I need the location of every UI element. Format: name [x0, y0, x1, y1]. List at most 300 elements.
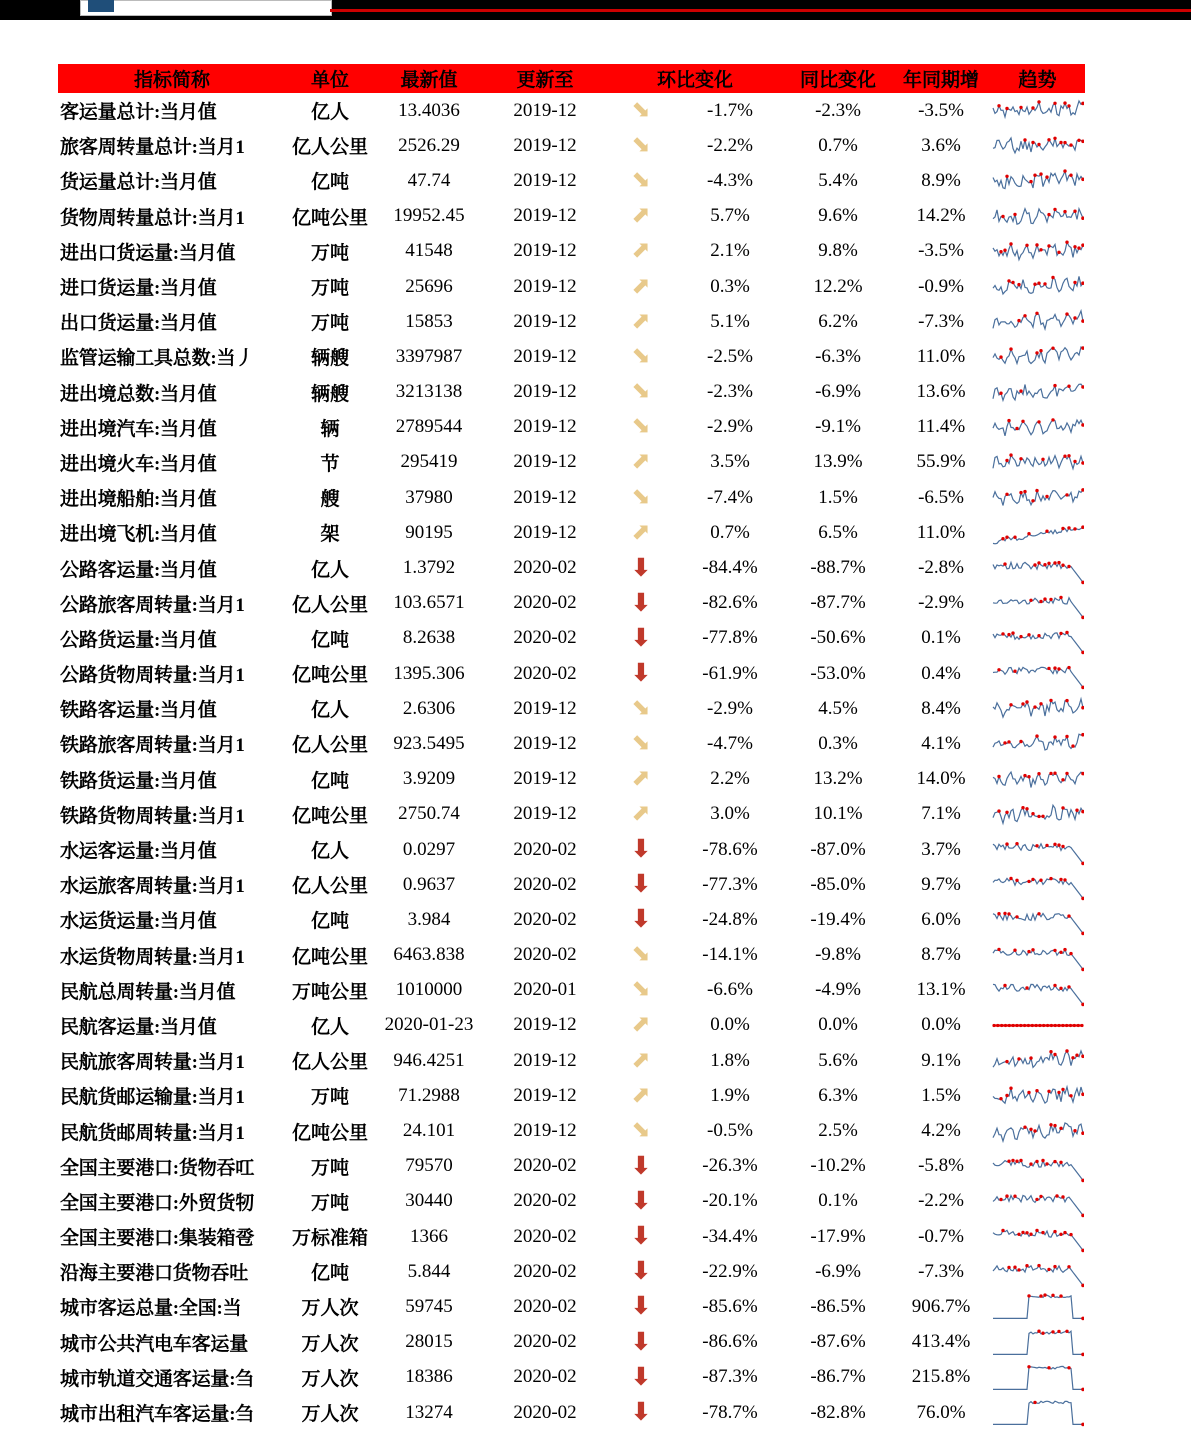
- cell-yoy-change: -85.0%: [810, 873, 866, 895]
- cell-yoy-change: -6.9%: [815, 1260, 861, 1282]
- cell-updated-to: 2020-01: [513, 979, 577, 1001]
- cell-yoy-change: -17.9%: [810, 1225, 866, 1247]
- trend-arrow-icon: ⬊: [631, 96, 651, 123]
- cell-unit: 亿吨: [310, 629, 349, 651]
- cell-latest-value: 295419: [400, 451, 458, 473]
- cell-year-increase: -5.8%: [918, 1155, 964, 1177]
- cell-latest-value: 59745: [405, 1295, 453, 1317]
- sparkline-chart: [990, 1289, 1085, 1324]
- cell-indicator-name: 水运货物周转量:当月1: [60, 946, 245, 968]
- cell-indicator-name: 城市公共汽电车客运量: [60, 1333, 249, 1355]
- cell-year-increase: 11.0%: [916, 521, 966, 543]
- trend-arrow-icon: ⬊: [631, 342, 651, 369]
- cell-year-increase: 0.4%: [921, 662, 961, 684]
- cell-indicator-name: 城市轨道交通客运量:刍: [60, 1368, 255, 1390]
- cell-mom-change: -7.4%: [707, 486, 753, 508]
- cell-updated-to: 2020-02: [513, 1260, 577, 1282]
- cell-updated-to: 2019-12: [513, 381, 577, 403]
- cell-latest-value: 28015: [405, 1331, 453, 1353]
- sparkline-chart: [990, 1008, 1085, 1043]
- cell-indicator-name: 货物周转量总计:当月1: [60, 207, 245, 229]
- cell-unit: 万吨公里: [291, 981, 368, 1003]
- cell-latest-value: 79570: [405, 1155, 453, 1177]
- cell-updated-to: 2019-12: [513, 1120, 577, 1142]
- table-row: [58, 691, 1085, 726]
- sparkline-chart: [990, 445, 1085, 480]
- cell-updated-to: 2020-02: [513, 627, 577, 649]
- cell-year-increase: 9.7%: [921, 873, 961, 895]
- cell-indicator-name: 民航旅客周转量:当月1: [60, 1052, 245, 1074]
- cell-updated-to: 2019-12: [513, 1084, 577, 1106]
- sparkline-chart: [990, 375, 1085, 410]
- cell-updated-to: 2020-02: [513, 873, 577, 895]
- cell-year-increase: 4.2%: [921, 1120, 961, 1142]
- table-row: [58, 1254, 1085, 1289]
- sparkline-chart: [990, 1113, 1085, 1148]
- trend-arrow-icon: ⬇: [630, 1256, 652, 1286]
- cell-unit: 万吨: [310, 242, 349, 264]
- cell-indicator-name: 水运货运量:当月值: [60, 911, 217, 933]
- cell-indicator-name: 水运旅客周转量:当月1: [60, 876, 245, 898]
- cell-unit: 架: [320, 524, 340, 546]
- cell-unit: 万吨: [310, 1087, 349, 1109]
- sparkline-chart: [990, 163, 1085, 198]
- cell-indicator-name: 出口货运量:当月值: [60, 313, 217, 335]
- cell-mom-change: -77.3%: [702, 873, 758, 895]
- table-row: [58, 1289, 1085, 1324]
- trend-arrow-icon: ⬇: [630, 587, 652, 617]
- trend-arrow-icon: ⬇: [630, 1291, 652, 1321]
- cell-updated-to: 2020-02: [513, 944, 577, 966]
- table-row: [58, 1395, 1085, 1430]
- cell-unit: 万吨: [310, 1192, 349, 1214]
- cell-yoy-change: -4.9%: [815, 979, 861, 1001]
- cell-latest-value: 90195: [405, 521, 453, 543]
- cell-updated-to: 2020-02: [513, 838, 577, 860]
- sparkline-chart: [990, 621, 1085, 656]
- cell-yoy-change: -88.7%: [810, 557, 866, 579]
- cell-updated-to: 2019-12: [513, 697, 577, 719]
- cell-year-increase: 0.1%: [921, 627, 961, 649]
- trend-arrow-icon: ⬈: [631, 202, 651, 229]
- cell-year-increase: 14.0%: [916, 768, 966, 790]
- sparkline-chart: [990, 1149, 1085, 1184]
- sparkline-chart: [990, 269, 1085, 304]
- cell-latest-value: 3.984: [407, 908, 451, 930]
- cell-indicator-name: 铁路货运量:当月值: [60, 770, 217, 792]
- indicator-table-container: [58, 64, 1085, 1430]
- cell-mom-change: -78.7%: [702, 1401, 758, 1423]
- sparkline-chart: [990, 832, 1085, 867]
- sparkline-chart: [990, 656, 1085, 691]
- cell-yoy-change: -50.6%: [810, 627, 866, 649]
- trend-arrow-icon: ⬇: [630, 904, 652, 934]
- cell-unit: 节: [320, 453, 340, 475]
- cell-yoy-change: 9.6%: [818, 205, 858, 227]
- cell-updated-to: 2020-02: [513, 1190, 577, 1212]
- cell-yoy-change: -9.8%: [815, 944, 861, 966]
- table-row: [58, 1325, 1085, 1360]
- trend-arrow-icon: ⬈: [631, 518, 651, 545]
- sparkline-chart: [990, 762, 1085, 797]
- cell-indicator-name: 全国主要港口:货物吞叿: [60, 1157, 255, 1179]
- sparkline-chart: [990, 1254, 1085, 1289]
- cell-unit: 亿吨: [310, 911, 349, 933]
- cell-indicator-name: 民航总周转量:当月值: [60, 981, 236, 1003]
- cell-updated-to: 2019-12: [513, 169, 577, 191]
- cell-latest-value: 37980: [405, 486, 453, 508]
- cell-indicator-name: 城市出租汽车客运量:刍: [60, 1404, 255, 1426]
- cell-mom-change: -0.5%: [707, 1120, 753, 1142]
- cell-updated-to: 2019-12: [513, 1049, 577, 1071]
- table-row: [58, 375, 1085, 410]
- sparkline-chart: [990, 691, 1085, 726]
- cell-updated-to: 2019-12: [513, 240, 577, 262]
- cell-mom-change: -4.7%: [707, 732, 753, 754]
- cell-mom-change: -2.5%: [707, 345, 753, 367]
- header-updated-to: 更新至: [484, 64, 606, 93]
- cell-unit: 亿人公里: [291, 137, 368, 159]
- cell-mom-change: -2.2%: [707, 134, 753, 156]
- cell-mom-change: -22.9%: [702, 1260, 758, 1282]
- cell-updated-to: 2020-02: [513, 1225, 577, 1247]
- cell-indicator-name: 进出境汽车:当月值: [60, 418, 217, 440]
- trend-arrow-icon: ⬇: [630, 1221, 652, 1251]
- cell-mom-change: -2.9%: [707, 697, 753, 719]
- table-row: [58, 1113, 1085, 1148]
- cell-updated-to: 2020-02: [513, 1155, 577, 1177]
- right-margin: [1133, 20, 1191, 1348]
- trend-arrow-icon: ⬈: [631, 1046, 651, 1073]
- table-row: [58, 339, 1085, 374]
- sparkline-chart: [990, 867, 1085, 902]
- cell-unit: 亿吨公里: [291, 805, 368, 827]
- cell-updated-to: 2019-12: [513, 732, 577, 754]
- trend-arrow-icon: ⬇: [630, 622, 652, 652]
- cell-mom-change: -14.1%: [702, 944, 758, 966]
- cell-unit: 亿吨公里: [291, 665, 368, 687]
- cell-latest-value: 0.0297: [402, 838, 456, 860]
- cell-yoy-change: 6.5%: [818, 521, 858, 543]
- left-margin: [0, 20, 58, 1348]
- cell-indicator-name: 铁路客运量:当月值: [60, 700, 217, 722]
- cell-yoy-change: -6.3%: [815, 345, 861, 367]
- cell-year-increase: -7.3%: [918, 1260, 964, 1282]
- cell-updated-to: 2019-12: [513, 803, 577, 825]
- logo-box: [80, 0, 332, 16]
- banner-red-stripe: [330, 9, 1191, 12]
- cell-latest-value: 103.6571: [393, 592, 465, 614]
- cell-updated-to: 2020-02: [513, 557, 577, 579]
- trend-arrow-icon: ⬇: [630, 552, 652, 582]
- cell-year-increase: 4.1%: [921, 732, 961, 754]
- cell-updated-to: 2019-12: [513, 1014, 577, 1036]
- cell-latest-value: 923.5495: [393, 732, 465, 754]
- table-row: [58, 1078, 1085, 1113]
- sparkline-chart: [990, 1360, 1085, 1395]
- cell-indicator-name: 进出境火车:当月值: [60, 453, 217, 475]
- cell-indicator-name: 民航客运量:当月值: [60, 1016, 217, 1038]
- table-row: [58, 902, 1085, 937]
- cell-updated-to: 2020-02: [513, 1295, 577, 1317]
- cell-year-increase: -0.7%: [918, 1225, 964, 1247]
- cell-unit: 亿人公里: [291, 1052, 368, 1074]
- header-row: [58, 64, 1085, 93]
- cell-updated-to: 2019-12: [513, 310, 577, 332]
- trend-arrow-icon: ⬇: [630, 1150, 652, 1180]
- cell-indicator-name: 公路客运量:当月值: [60, 559, 217, 581]
- cell-indicator-name: 旅客周转量总计:当月1: [60, 137, 245, 159]
- sparkline-chart: [990, 586, 1085, 621]
- cell-updated-to: 2020-02: [513, 1366, 577, 1388]
- trend-arrow-icon: ⬈: [631, 800, 651, 827]
- cell-unit: 亿吨: [310, 172, 349, 194]
- sparkline-chart: [990, 234, 1085, 269]
- cell-unit: 万吨: [310, 278, 349, 300]
- cell-indicator-name: 客运量总计:当月值: [60, 102, 217, 124]
- header-indicator-name: 指标简称: [58, 64, 286, 93]
- cell-year-increase: -3.5%: [918, 240, 964, 262]
- cell-unit: 亿吨公里: [291, 207, 368, 229]
- cell-year-increase: -6.5%: [918, 486, 964, 508]
- cell-yoy-change: 13.9%: [813, 451, 863, 473]
- trend-arrow-icon: ⬇: [630, 1397, 652, 1427]
- sparkline-chart: [990, 480, 1085, 515]
- table-row: [58, 445, 1085, 480]
- cell-indicator-name: 水运客运量:当月值: [60, 841, 217, 863]
- cell-year-increase: 13.6%: [916, 381, 966, 403]
- trend-arrow-icon: ⬈: [631, 307, 651, 334]
- cell-latest-value: 25696: [405, 275, 453, 297]
- cell-mom-change: -86.6%: [702, 1331, 758, 1353]
- table-row: [58, 1043, 1085, 1078]
- cell-updated-to: 2019-12: [513, 486, 577, 508]
- cell-indicator-name: 民航货邮周转量:当月1: [60, 1122, 245, 1144]
- cell-indicator-name: 公路货运量:当月值: [60, 629, 217, 651]
- cell-year-increase: 3.6%: [921, 134, 961, 156]
- table-row: [58, 726, 1085, 761]
- cell-unit: 亿人: [310, 1016, 349, 1038]
- cell-yoy-change: 5.6%: [818, 1049, 858, 1071]
- cell-unit: 亿吨公里: [291, 946, 368, 968]
- cell-yoy-change: -6.9%: [815, 381, 861, 403]
- cell-year-increase: 76.0%: [916, 1401, 966, 1423]
- table-row: [58, 621, 1085, 656]
- cell-yoy-change: 1.5%: [818, 486, 858, 508]
- cell-latest-value: 18386: [405, 1366, 453, 1388]
- table-row: [58, 1360, 1085, 1395]
- trend-arrow-icon: ⬊: [631, 413, 651, 440]
- cell-unit: 万人次: [301, 1298, 359, 1320]
- header-year-same-period: 年同期增: [892, 64, 990, 93]
- table-row: [58, 1149, 1085, 1184]
- cell-yoy-change: 6.3%: [818, 1084, 858, 1106]
- table-row: [58, 973, 1085, 1008]
- cell-latest-value: 2020-01-23: [384, 1014, 474, 1036]
- cell-mom-change: -85.6%: [702, 1295, 758, 1317]
- cell-indicator-name: 民航货邮运输量:当月1: [60, 1087, 245, 1109]
- table-row: [58, 867, 1085, 902]
- cell-latest-value: 24.101: [402, 1120, 456, 1142]
- sparkline-chart: [990, 550, 1085, 585]
- cell-updated-to: 2019-12: [513, 275, 577, 297]
- cell-indicator-name: 全国主要港口:集装箱卺: [60, 1228, 255, 1250]
- cell-yoy-change: -82.8%: [810, 1401, 866, 1423]
- sparkline-chart: [990, 128, 1085, 163]
- cell-year-increase: 8.4%: [921, 697, 961, 719]
- cell-yoy-change: -19.4%: [810, 908, 866, 930]
- sparkline-chart: [990, 1325, 1085, 1360]
- trend-arrow-icon: ⬊: [631, 131, 651, 158]
- table-row: [58, 550, 1085, 585]
- table-row: [58, 832, 1085, 867]
- trend-arrow-icon: ⬊: [631, 1117, 651, 1144]
- cell-latest-value: 71.2988: [398, 1084, 460, 1106]
- trend-arrow-icon: ⬇: [630, 1326, 652, 1356]
- cell-yoy-change: 0.1%: [818, 1190, 858, 1212]
- cell-mom-change: -20.1%: [702, 1190, 758, 1212]
- sparkline-chart: [990, 339, 1085, 374]
- cell-unit: 亿吨: [310, 770, 349, 792]
- cell-year-increase: 3.7%: [921, 838, 961, 860]
- trend-arrow-icon: ⬇: [630, 658, 652, 688]
- table-row: [58, 762, 1085, 797]
- cell-updated-to: 2019-12: [513, 521, 577, 543]
- cell-updated-to: 2019-12: [513, 134, 577, 156]
- cell-yoy-change: 10.1%: [813, 803, 863, 825]
- sparkline-chart: [990, 304, 1085, 339]
- cell-mom-change: 1.9%: [710, 1084, 750, 1106]
- cell-unit: 亿人公里: [291, 594, 368, 616]
- cell-mom-change: 2.1%: [710, 240, 750, 262]
- cell-mom-change: 3.5%: [710, 451, 750, 473]
- cell-unit: 亿人: [310, 559, 349, 581]
- trend-arrow-icon: ⬊: [631, 694, 651, 721]
- trend-arrow-icon: ⬊: [631, 976, 651, 1003]
- cell-updated-to: 2020-02: [513, 592, 577, 614]
- trend-arrow-icon: ⬈: [631, 448, 651, 475]
- table-row: [58, 797, 1085, 832]
- cell-yoy-change: 5.4%: [818, 169, 858, 191]
- cell-mom-change: 0.3%: [710, 275, 750, 297]
- cell-year-increase: 413.4%: [911, 1331, 971, 1353]
- trend-arrow-icon: ⬊: [631, 729, 651, 756]
- table-row: [58, 586, 1085, 621]
- header-yoy-change: 同比变化: [784, 64, 892, 93]
- cell-yoy-change: 0.0%: [818, 1014, 858, 1036]
- cell-unit: 万吨: [310, 1157, 349, 1179]
- header-mom-change: 环比变化: [606, 64, 784, 93]
- cell-latest-value: 946.4251: [393, 1049, 465, 1071]
- table-row: [58, 163, 1085, 198]
- cell-latest-value: 1366: [410, 1225, 448, 1247]
- header-latest-value: 最新值: [374, 64, 484, 93]
- sparkline-chart: [990, 93, 1085, 128]
- trend-arrow-icon: ⬊: [631, 941, 651, 968]
- cell-latest-value: 3397987: [395, 345, 463, 367]
- cell-year-increase: -2.8%: [918, 557, 964, 579]
- sparkline-chart: [990, 973, 1085, 1008]
- header-unit: 单位: [286, 64, 374, 93]
- cell-unit: 亿人: [310, 841, 349, 863]
- cell-year-increase: 14.2%: [916, 205, 966, 227]
- cell-unit: 艘: [320, 489, 340, 511]
- cell-mom-change: 3.0%: [710, 803, 750, 825]
- table-row: [58, 128, 1085, 163]
- sparkline-chart: [990, 1395, 1085, 1430]
- cell-indicator-name: 货运量总计:当月值: [60, 172, 217, 194]
- cell-indicator-name: 进出境船舶:当月值: [60, 489, 217, 511]
- cell-yoy-change: 9.8%: [818, 240, 858, 262]
- cell-year-increase: 0.0%: [921, 1014, 961, 1036]
- cell-indicator-name: 公路旅客周转量:当月1: [60, 594, 245, 616]
- trend-arrow-icon: ⬈: [631, 237, 651, 264]
- trend-arrow-icon: ⬊: [631, 166, 651, 193]
- cell-yoy-change: -10.2%: [810, 1155, 866, 1177]
- cell-latest-value: 1395.306: [393, 662, 465, 684]
- cell-mom-change: -4.3%: [707, 169, 753, 191]
- cell-latest-value: 19952.45: [393, 205, 465, 227]
- cell-yoy-change: 2.5%: [818, 1120, 858, 1142]
- table-header: [58, 64, 1085, 93]
- cell-updated-to: 2019-12: [513, 416, 577, 438]
- cell-latest-value: 2.6306: [402, 697, 456, 719]
- cell-unit: 亿人公里: [291, 876, 368, 898]
- cell-unit: 万人次: [301, 1368, 359, 1390]
- cell-year-increase: 11.0%: [916, 345, 966, 367]
- cell-year-increase: 906.7%: [911, 1295, 971, 1317]
- table-row: [58, 269, 1085, 304]
- cell-year-increase: 11.4%: [916, 416, 966, 438]
- sparkline-chart: [990, 1219, 1085, 1254]
- cell-indicator-name: 全国主要港口:外贸货牣: [60, 1192, 255, 1214]
- cell-yoy-change: 4.5%: [818, 697, 858, 719]
- cell-year-increase: -2.2%: [918, 1190, 964, 1212]
- cell-unit: 万人次: [301, 1333, 359, 1355]
- sparkline-chart: [990, 938, 1085, 973]
- cell-mom-change: 1.8%: [710, 1049, 750, 1071]
- cell-yoy-change: 0.3%: [818, 732, 858, 754]
- cell-updated-to: 2020-02: [513, 908, 577, 930]
- cell-unit: 万吨: [310, 313, 349, 335]
- cell-unit: 亿人: [310, 102, 349, 124]
- trend-arrow-icon: ⬈: [631, 272, 651, 299]
- indicator-table: [58, 64, 1085, 1430]
- header-trend: 趋势: [990, 64, 1085, 93]
- cell-year-increase: -2.9%: [918, 592, 964, 614]
- cell-yoy-change: 12.2%: [813, 275, 863, 297]
- cell-yoy-change: 0.7%: [818, 134, 858, 156]
- table-row: [58, 199, 1085, 234]
- cell-latest-value: 2789544: [395, 416, 463, 438]
- cell-latest-value: 13274: [405, 1401, 453, 1423]
- table-row: [58, 1219, 1085, 1254]
- cell-updated-to: 2020-02: [513, 1331, 577, 1353]
- table-row: [58, 480, 1085, 515]
- trend-arrow-icon: ⬈: [631, 1081, 651, 1108]
- cell-mom-change: 2.2%: [710, 768, 750, 790]
- cell-year-increase: 1.5%: [921, 1084, 961, 1106]
- cell-mom-change: -78.6%: [702, 838, 758, 860]
- cell-unit: 辆艘: [310, 383, 349, 405]
- cell-updated-to: 2020-02: [513, 1401, 577, 1423]
- cell-updated-to: 2019-12: [513, 451, 577, 473]
- cell-updated-to: 2019-12: [513, 768, 577, 790]
- cell-updated-to: 2019-12: [513, 345, 577, 367]
- cell-unit: 辆艘: [310, 348, 349, 370]
- cell-indicator-name: 城市客运总量:全国:当: [60, 1298, 242, 1320]
- trend-arrow-icon: ⬈: [631, 1011, 651, 1038]
